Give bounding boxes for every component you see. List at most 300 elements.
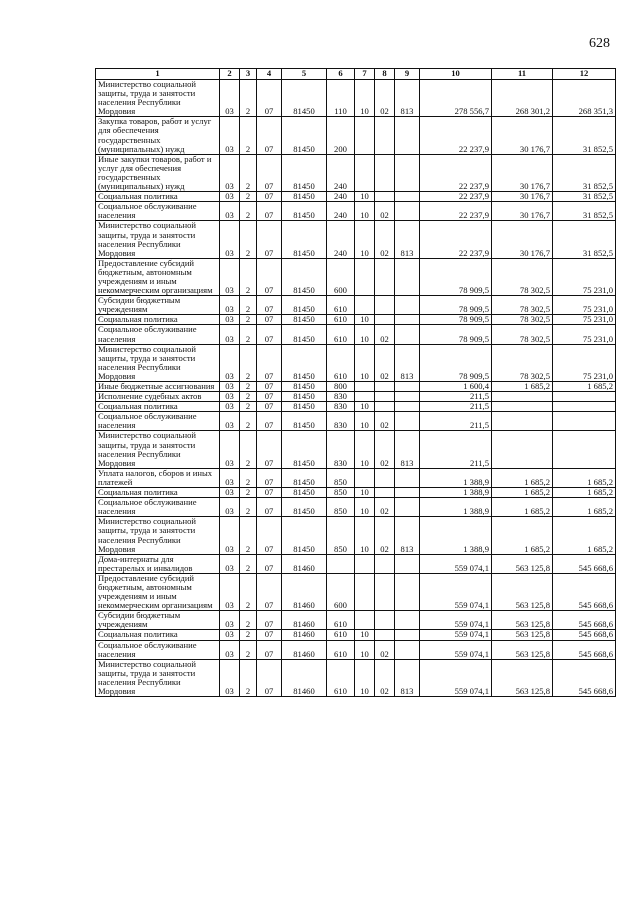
cell-col3: 2	[240, 611, 257, 630]
cell-col5: 81450	[282, 392, 327, 402]
table-row	[96, 154, 616, 191]
cell-col4: 07	[257, 296, 282, 315]
cell-col12: 31 852,5	[553, 202, 616, 221]
cell-col4: 07	[257, 315, 282, 325]
cell-col3: 2	[240, 468, 257, 487]
cell-col6: 610	[327, 611, 355, 630]
cell-col3: 2	[240, 296, 257, 315]
cell-col5: 81450	[282, 154, 327, 191]
cell-col12: 545 668,6	[553, 554, 616, 573]
cell-col3: 2	[240, 517, 257, 554]
cell-col3: 2	[240, 392, 257, 402]
cell-col8: 02	[375, 80, 395, 117]
cell-col7: 10	[355, 80, 375, 117]
cell-col2: 03	[220, 412, 240, 431]
cell-col6: 610	[327, 315, 355, 325]
cell-col5: 81460	[282, 573, 327, 610]
cell-col11: 1 685,2	[492, 498, 553, 517]
cell-col8	[375, 402, 395, 412]
cell-col6: 850	[327, 517, 355, 554]
cell-col4: 07	[257, 554, 282, 573]
cell-name: Социальная политика	[96, 192, 220, 202]
table-row	[96, 258, 616, 295]
cell-col2: 03	[220, 573, 240, 610]
cell-col8: 02	[375, 431, 395, 468]
cell-col5: 81450	[282, 431, 327, 468]
cell-col7: 10	[355, 221, 375, 258]
cell-name: Предоставление субсидий бюджетным, автономным учреждениям и иным некоммерческим организациям	[96, 573, 220, 610]
cell-col2: 03	[220, 154, 240, 191]
cell-col11: 78 302,5	[492, 344, 553, 381]
cell-col6: 240	[327, 192, 355, 202]
cell-name: Министерство социальной защиты, труда и занятости населения Республики Мордовия	[96, 659, 220, 696]
cell-col9	[395, 315, 420, 325]
cell-col3: 2	[240, 221, 257, 258]
header-cell: 1	[96, 69, 220, 80]
cell-col11: 268 301,2	[492, 80, 553, 117]
cell-col4: 07	[257, 640, 282, 659]
cell-col2: 03	[220, 468, 240, 487]
cell-col6: 610	[327, 630, 355, 640]
cell-name: Министерство социальной защиты, труда и занятости населения Республики Мордовия	[96, 517, 220, 554]
cell-col11: 30 176,7	[492, 221, 553, 258]
cell-col5: 81450	[282, 468, 327, 487]
table-row	[96, 517, 616, 554]
table-row	[96, 382, 616, 392]
cell-name: Министерство социальной защиты, труда и занятости населения Республики Мордовия	[96, 221, 220, 258]
cell-col12: 268 351,3	[553, 80, 616, 117]
cell-col6: 610	[327, 344, 355, 381]
cell-col9: 813	[395, 659, 420, 696]
cell-col8	[375, 630, 395, 640]
header-cell: 6	[327, 69, 355, 80]
cell-col3: 2	[240, 192, 257, 202]
header-cell: 4	[257, 69, 282, 80]
cell-col11: 78 302,5	[492, 296, 553, 315]
cell-col12: 75 231,0	[553, 315, 616, 325]
cell-col7: 10	[355, 192, 375, 202]
cell-col3: 2	[240, 554, 257, 573]
cell-col5: 81450	[282, 221, 327, 258]
header-cell: 10	[420, 69, 492, 80]
cell-name: Иные бюджетные ассигнования	[96, 382, 220, 392]
cell-col2: 03	[220, 344, 240, 381]
cell-col12: 75 231,0	[553, 344, 616, 381]
cell-col9	[395, 498, 420, 517]
cell-col6: 850	[327, 488, 355, 498]
cell-col7: 10	[355, 402, 375, 412]
cell-col11: 1 685,2	[492, 488, 553, 498]
cell-col11: 30 176,7	[492, 117, 553, 154]
cell-col9	[395, 554, 420, 573]
cell-col10: 22 237,9	[420, 154, 492, 191]
cell-col12: 75 231,0	[553, 325, 616, 344]
cell-col8	[375, 554, 395, 573]
table-row	[96, 573, 616, 610]
cell-col5: 81450	[282, 315, 327, 325]
cell-col4: 07	[257, 402, 282, 412]
cell-col10: 211,5	[420, 412, 492, 431]
cell-col3: 2	[240, 431, 257, 468]
cell-col3: 2	[240, 402, 257, 412]
cell-col2: 03	[220, 659, 240, 696]
cell-name: Социальное обслуживание населения	[96, 412, 220, 431]
cell-col10: 1 388,9	[420, 468, 492, 487]
cell-col8	[375, 611, 395, 630]
cell-col4: 07	[257, 412, 282, 431]
cell-col7	[355, 392, 375, 402]
cell-col6: 110	[327, 80, 355, 117]
cell-name: Социальная политика	[96, 630, 220, 640]
cell-col5: 81450	[282, 258, 327, 295]
cell-col10: 1 388,9	[420, 498, 492, 517]
cell-col10: 22 237,9	[420, 221, 492, 258]
cell-col2: 03	[220, 554, 240, 573]
cell-col7	[355, 258, 375, 295]
cell-col12: 75 231,0	[553, 296, 616, 315]
table-row	[96, 659, 616, 696]
cell-col2: 03	[220, 325, 240, 344]
cell-col10: 22 237,9	[420, 192, 492, 202]
cell-col12: 75 231,0	[553, 258, 616, 295]
cell-col10: 211,5	[420, 392, 492, 402]
cell-col8: 02	[375, 202, 395, 221]
cell-name: Закупка товаров, работ и услуг для обеспечения государственных (муниципальных) нужд	[96, 117, 220, 154]
cell-col2: 03	[220, 117, 240, 154]
cell-col5: 81450	[282, 517, 327, 554]
cell-name: Социальное обслуживание населения	[96, 640, 220, 659]
cell-col7	[355, 573, 375, 610]
cell-col7: 10	[355, 488, 375, 498]
cell-col12: 545 668,6	[553, 611, 616, 630]
cell-col6: 610	[327, 296, 355, 315]
table-row	[96, 325, 616, 344]
cell-col7: 10	[355, 325, 375, 344]
cell-col12: 545 668,6	[553, 573, 616, 610]
cell-col7: 10	[355, 630, 375, 640]
cell-col10: 1 388,9	[420, 488, 492, 498]
cell-col3: 2	[240, 344, 257, 381]
cell-col11: 563 125,8	[492, 630, 553, 640]
cell-name: Субсидии бюджетным учреждениям	[96, 611, 220, 630]
table-row	[96, 192, 616, 202]
cell-col5: 81460	[282, 554, 327, 573]
cell-col3: 2	[240, 382, 257, 392]
cell-name: Министерство социальной защиты, труда и занятости населения Республики Мордовия	[96, 80, 220, 117]
cell-col8	[375, 154, 395, 191]
cell-col9	[395, 382, 420, 392]
cell-col2: 03	[220, 382, 240, 392]
cell-col9	[395, 640, 420, 659]
cell-col12: 1 685,2	[553, 517, 616, 554]
header-cell: 11	[492, 69, 553, 80]
cell-col12: 1 685,2	[553, 498, 616, 517]
cell-col5: 81450	[282, 382, 327, 392]
cell-col5: 81450	[282, 325, 327, 344]
cell-col3: 2	[240, 80, 257, 117]
cell-col10: 1 600,4	[420, 382, 492, 392]
table-row	[96, 344, 616, 381]
table-row	[96, 640, 616, 659]
cell-col11: 30 176,7	[492, 202, 553, 221]
cell-name: Социальное обслуживание населения	[96, 202, 220, 221]
cell-col7	[355, 611, 375, 630]
cell-col10: 22 237,9	[420, 202, 492, 221]
cell-col6: 600	[327, 258, 355, 295]
table-row	[96, 611, 616, 630]
header-cell: 5	[282, 69, 327, 80]
cell-col7: 10	[355, 517, 375, 554]
cell-col6: 240	[327, 202, 355, 221]
cell-name: Социальная политика	[96, 488, 220, 498]
cell-col4: 07	[257, 498, 282, 517]
cell-col9	[395, 611, 420, 630]
cell-col12	[553, 412, 616, 431]
cell-col10: 559 074,1	[420, 611, 492, 630]
cell-col4: 07	[257, 392, 282, 402]
cell-name: Социальная политика	[96, 315, 220, 325]
cell-col9	[395, 192, 420, 202]
cell-col9	[395, 258, 420, 295]
cell-col9	[395, 468, 420, 487]
cell-col9: 813	[395, 431, 420, 468]
cell-col6: 600	[327, 573, 355, 610]
cell-col12	[553, 392, 616, 402]
cell-col4: 07	[257, 192, 282, 202]
cell-name: Социальная политика	[96, 402, 220, 412]
cell-name: Социальное обслуживание населения	[96, 325, 220, 344]
cell-col6	[327, 554, 355, 573]
cell-col2: 03	[220, 630, 240, 640]
cell-col3: 2	[240, 630, 257, 640]
cell-col5: 81460	[282, 630, 327, 640]
cell-col4: 07	[257, 382, 282, 392]
cell-col7	[355, 154, 375, 191]
cell-col6: 200	[327, 117, 355, 154]
cell-col11	[492, 412, 553, 431]
cell-col3: 2	[240, 258, 257, 295]
cell-col5: 81450	[282, 412, 327, 431]
cell-col10: 22 237,9	[420, 117, 492, 154]
cell-col8	[375, 488, 395, 498]
cell-col5: 81450	[282, 488, 327, 498]
cell-col4: 07	[257, 117, 282, 154]
cell-col6: 830	[327, 431, 355, 468]
cell-col4: 07	[257, 517, 282, 554]
cell-col2: 03	[220, 517, 240, 554]
cell-col8: 02	[375, 640, 395, 659]
cell-col9	[395, 573, 420, 610]
cell-col9	[395, 402, 420, 412]
table-row	[96, 80, 616, 117]
cell-col4: 07	[257, 221, 282, 258]
cell-col7	[355, 296, 375, 315]
cell-col6: 610	[327, 659, 355, 696]
cell-col5: 81460	[282, 611, 327, 630]
cell-col5: 81450	[282, 117, 327, 154]
cell-col9	[395, 325, 420, 344]
cell-col6: 850	[327, 468, 355, 487]
cell-col2: 03	[220, 202, 240, 221]
cell-col11: 30 176,7	[492, 192, 553, 202]
cell-col4: 07	[257, 202, 282, 221]
cell-name: Иные закупки товаров, работ и услуг для обеспечения государственных (муниципальных) нужд	[96, 154, 220, 191]
cell-col11: 78 302,5	[492, 258, 553, 295]
cell-col2: 03	[220, 315, 240, 325]
cell-col8: 02	[375, 325, 395, 344]
cell-col11	[492, 431, 553, 468]
cell-col11: 563 125,8	[492, 573, 553, 610]
cell-col10: 78 909,5	[420, 325, 492, 344]
cell-col4: 07	[257, 630, 282, 640]
cell-col6: 830	[327, 412, 355, 431]
cell-col6: 830	[327, 392, 355, 402]
cell-col12: 545 668,6	[553, 659, 616, 696]
cell-col7: 10	[355, 640, 375, 659]
cell-col7: 10	[355, 659, 375, 696]
cell-col7: 10	[355, 412, 375, 431]
cell-col11	[492, 402, 553, 412]
cell-col9	[395, 630, 420, 640]
cell-col6: 800	[327, 382, 355, 392]
cell-col10: 278 556,7	[420, 80, 492, 117]
cell-col6: 830	[327, 402, 355, 412]
cell-col10: 559 074,1	[420, 554, 492, 573]
cell-col5: 81450	[282, 80, 327, 117]
cell-col3: 2	[240, 659, 257, 696]
cell-col4: 07	[257, 573, 282, 610]
cell-col5: 81460	[282, 640, 327, 659]
cell-col8: 02	[375, 412, 395, 431]
cell-col3: 2	[240, 154, 257, 191]
cell-col11: 563 125,8	[492, 554, 553, 573]
cell-col3: 2	[240, 498, 257, 517]
cell-col10: 211,5	[420, 402, 492, 412]
cell-col5: 81450	[282, 344, 327, 381]
table-row	[96, 221, 616, 258]
cell-col8	[375, 573, 395, 610]
cell-col12: 1 685,2	[553, 488, 616, 498]
cell-col6: 240	[327, 154, 355, 191]
cell-col2: 03	[220, 402, 240, 412]
cell-col6: 240	[327, 221, 355, 258]
cell-col6: 610	[327, 325, 355, 344]
cell-col7: 10	[355, 315, 375, 325]
cell-col11: 30 176,7	[492, 154, 553, 191]
cell-col2: 03	[220, 221, 240, 258]
cell-col12: 1 685,2	[553, 382, 616, 392]
cell-col5: 81450	[282, 402, 327, 412]
cell-col10: 559 074,1	[420, 640, 492, 659]
cell-col2: 03	[220, 392, 240, 402]
cell-col9	[395, 296, 420, 315]
table-row	[96, 117, 616, 154]
budget-table	[95, 68, 616, 697]
cell-col7	[355, 117, 375, 154]
cell-col3: 2	[240, 573, 257, 610]
header-cell: 12	[553, 69, 616, 80]
cell-col10: 559 074,1	[420, 659, 492, 696]
table-row	[96, 402, 616, 412]
cell-col4: 07	[257, 468, 282, 487]
table-row	[96, 498, 616, 517]
cell-col8: 02	[375, 517, 395, 554]
cell-col5: 81450	[282, 498, 327, 517]
cell-col7	[355, 382, 375, 392]
header-cell: 8	[375, 69, 395, 80]
header-row	[96, 69, 616, 80]
cell-col11: 1 685,2	[492, 517, 553, 554]
cell-col10: 1 388,9	[420, 517, 492, 554]
cell-col8: 02	[375, 344, 395, 381]
cell-col4: 07	[257, 154, 282, 191]
cell-col9	[395, 202, 420, 221]
cell-col2: 03	[220, 258, 240, 295]
cell-col6: 850	[327, 498, 355, 517]
cell-col2: 03	[220, 431, 240, 468]
cell-col7	[355, 468, 375, 487]
cell-col4: 07	[257, 659, 282, 696]
cell-col9: 813	[395, 517, 420, 554]
cell-col10: 78 909,5	[420, 344, 492, 381]
cell-name: Министерство социальной защиты, труда и занятости населения Республики Мордовия	[96, 344, 220, 381]
header-cell: 9	[395, 69, 420, 80]
cell-col5: 81450	[282, 202, 327, 221]
cell-col12: 545 668,6	[553, 630, 616, 640]
table-row	[96, 630, 616, 640]
cell-col2: 03	[220, 498, 240, 517]
table-row	[96, 296, 616, 315]
cell-col9	[395, 412, 420, 431]
cell-col11: 563 125,8	[492, 659, 553, 696]
cell-col8	[375, 258, 395, 295]
cell-col5: 81450	[282, 296, 327, 315]
cell-col9	[395, 154, 420, 191]
cell-col3: 2	[240, 325, 257, 344]
cell-col8: 02	[375, 498, 395, 517]
cell-col4: 07	[257, 325, 282, 344]
table-row	[96, 431, 616, 468]
cell-name: Социальное обслуживание населения	[96, 498, 220, 517]
cell-col11: 1 685,2	[492, 468, 553, 487]
cell-col3: 2	[240, 488, 257, 498]
cell-col11: 78 302,5	[492, 315, 553, 325]
table-row	[96, 412, 616, 431]
table-header	[96, 69, 616, 80]
cell-col10: 211,5	[420, 431, 492, 468]
cell-col10: 78 909,5	[420, 258, 492, 295]
cell-col11: 1 685,2	[492, 382, 553, 392]
cell-col7: 10	[355, 202, 375, 221]
cell-col7	[355, 554, 375, 573]
cell-name: Министерство социальной защиты, труда и занятости населения Республики Мордовия	[96, 431, 220, 468]
cell-col4: 07	[257, 611, 282, 630]
cell-col4: 07	[257, 80, 282, 117]
cell-col8: 02	[375, 221, 395, 258]
cell-col2: 03	[220, 488, 240, 498]
cell-col8	[375, 468, 395, 487]
cell-col5: 81460	[282, 659, 327, 696]
cell-col12: 31 852,5	[553, 192, 616, 202]
cell-col3: 2	[240, 202, 257, 221]
cell-name: Предоставление субсидий бюджетным, автономным учреждениям и иным некоммерческим организациям	[96, 258, 220, 295]
cell-col2: 03	[220, 640, 240, 659]
cell-col12	[553, 402, 616, 412]
cell-col5: 81450	[282, 192, 327, 202]
cell-col8	[375, 315, 395, 325]
cell-name: Уплата налогов, сборов и иных платежей	[96, 468, 220, 487]
header-cell: 3	[240, 69, 257, 80]
